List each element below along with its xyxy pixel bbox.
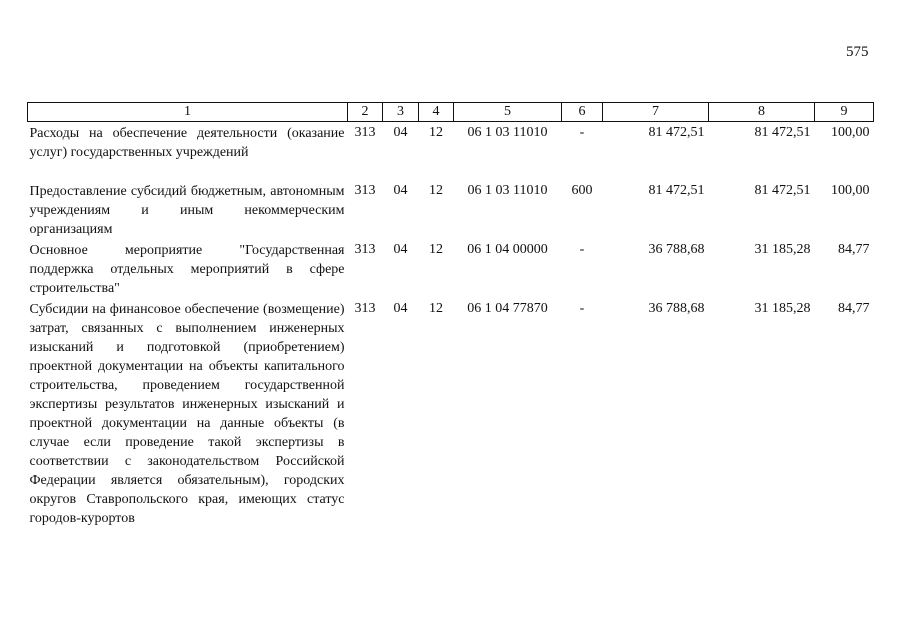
row-col-9: 84,77 xyxy=(838,242,870,257)
table-row xyxy=(28,239,874,298)
row-col-5: 06 1 03 11010 xyxy=(467,183,548,198)
header-col-8: 8 xyxy=(709,103,815,122)
row-col-6: - xyxy=(579,301,585,316)
row-col-9: 100,00 xyxy=(831,183,870,198)
row-col-2: 313 xyxy=(354,125,376,140)
header-col-5: 5 xyxy=(454,103,562,122)
row-col-4: 12 xyxy=(429,301,443,316)
row-col-6: - xyxy=(579,125,585,140)
row-col-3: 04 xyxy=(393,125,408,140)
row-col-7: 81 472,51 xyxy=(648,125,705,140)
row-col-5: 06 1 03 11010 xyxy=(467,125,548,140)
row-col-6: 600 xyxy=(571,183,593,198)
header-col-2: 2 xyxy=(348,103,383,122)
page-number: 575 xyxy=(846,44,869,60)
row-col-8: 81 472,51 xyxy=(754,183,811,198)
row-description: Расходы на обеспечение деятельности (оказание услуг) государственных учреждений xyxy=(29,126,345,160)
row-col-2: 313 xyxy=(354,301,376,316)
row-description: Предоставление субсидий бюджетным, автономным учреждениям и иным некоммерческим организациям xyxy=(29,184,345,237)
row-col-3: 04 xyxy=(393,242,408,257)
header-col-3: 3 xyxy=(383,103,419,122)
row-col-2: 313 xyxy=(354,183,376,198)
header-col-6: 6 xyxy=(562,103,603,122)
header-row xyxy=(28,103,874,122)
row-description: Основное мероприятие "Государственная поддержка отдельных мероприятий в сфере строительства" xyxy=(29,243,345,296)
row-col-8: 31 185,28 xyxy=(754,301,811,316)
row-col-7: 36 788,68 xyxy=(648,242,705,257)
row-col-8: 31 185,28 xyxy=(754,242,811,257)
row-col-9: 100,00 xyxy=(831,125,870,140)
row-col-4: 12 xyxy=(429,183,443,198)
row-col-6: - xyxy=(579,242,585,257)
row-col-4: 12 xyxy=(429,242,443,257)
row-col-7: 81 472,51 xyxy=(648,183,705,198)
row-col-8: 81 472,51 xyxy=(754,125,811,140)
row-col-5: 06 1 04 77870 xyxy=(467,301,548,316)
row-col-3: 04 xyxy=(393,183,408,198)
table-row xyxy=(28,180,874,239)
row-col-5: 06 1 04 00000 xyxy=(467,242,548,257)
row-col-3: 04 xyxy=(393,301,408,316)
row-col-2: 313 xyxy=(354,242,376,257)
header-col-1: 1 xyxy=(28,103,348,122)
table-row xyxy=(28,298,874,528)
row-description: Субсидии на финансовое обеспечение (возмещение) затрат, связанных с выполнением инженерных изысканий и подготовкой (приобретением) проектной документации на объекты капитального строительства, проведением государственной экспертизы результатов инженерных изысканий и проектной документации на данные объекты (в случае если проведение такой экспертизы в соответствии с законодательством Российской Федерации является обязательным), городских округов Ставропольского края, имеющих статус городов-курортов xyxy=(29,302,345,526)
header-col-9: 9 xyxy=(815,103,874,122)
header-col-7: 7 xyxy=(603,103,709,122)
table-row xyxy=(28,122,874,181)
row-col-4: 12 xyxy=(429,125,443,140)
budget-table xyxy=(27,102,874,528)
row-col-9: 84,77 xyxy=(838,301,870,316)
row-col-7: 36 788,68 xyxy=(648,301,705,316)
header-col-4: 4 xyxy=(419,103,454,122)
